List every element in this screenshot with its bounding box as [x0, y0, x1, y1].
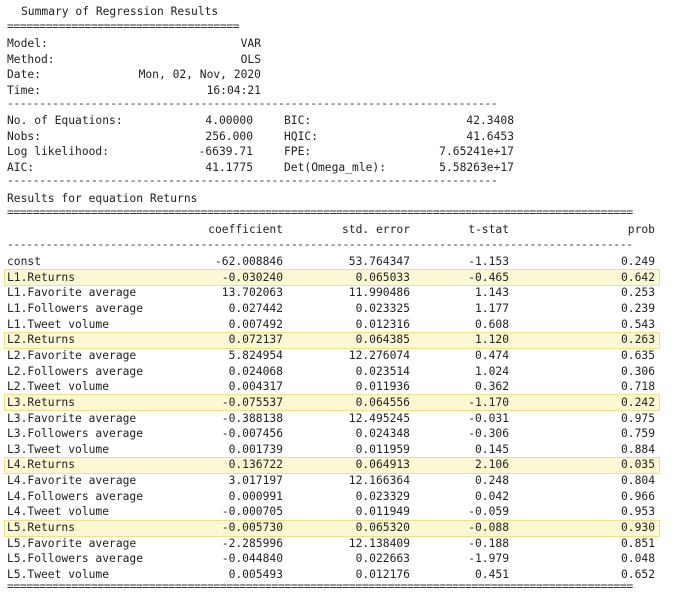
- stat-label: Nobs:: [7, 129, 42, 143]
- cell-se: 0.024348: [355, 427, 410, 441]
- row-highlight: [4, 269, 660, 286]
- cell-coef: 0.000991: [228, 489, 283, 503]
- header-value: Mon, 02, Nov, 2020: [138, 68, 261, 82]
- column-prob: prob: [627, 223, 655, 236]
- stat-value: -6639.71: [198, 145, 253, 159]
- cell-coef: 0.004317: [228, 380, 283, 394]
- cell-t: 0.362: [474, 380, 509, 394]
- row-label: L3.Favorite average: [7, 411, 137, 425]
- row-label: L4.Returns: [7, 458, 76, 472]
- cell-se: 12.166364: [348, 474, 410, 488]
- row-highlight: [4, 332, 660, 349]
- stat-value: 41.1775: [205, 160, 253, 174]
- cell-se: 0.011949: [355, 505, 410, 519]
- cell-se: 0.064385: [355, 333, 410, 347]
- cell-se: 12.276074: [348, 348, 410, 362]
- cell-se: 0.065033: [355, 270, 410, 284]
- cell-t: -0.088: [468, 521, 509, 535]
- stat-value: 42.3408: [466, 114, 514, 127]
- cell-t: 1.177: [474, 301, 509, 315]
- column-std-error: std. error: [341, 223, 410, 236]
- cell-se: 0.065320: [355, 521, 410, 535]
- cell-coef: -62.008846: [214, 255, 283, 268]
- cell-p: 0.884: [620, 442, 655, 456]
- table-bottom-rule: =================================================================================================: [7, 580, 633, 593]
- cell-p: 0.263: [620, 333, 655, 347]
- stats-separator: ----------------------------------------------------------------------------: [7, 174, 498, 187]
- stat-label: AIC:: [7, 160, 35, 174]
- row-label: L5.Favorite average: [7, 536, 137, 550]
- cell-p: 0.718: [620, 380, 655, 394]
- cell-p: 0.966: [620, 489, 655, 503]
- cell-p: 0.759: [620, 427, 655, 441]
- stat-label: Det(Omega_mle):: [284, 160, 387, 174]
- cell-p: 0.953: [620, 505, 655, 519]
- cell-coef: -0.007456: [221, 427, 283, 441]
- summary-title: Summary of Regression Results: [21, 5, 219, 18]
- cell-coef: 3.017197: [228, 474, 283, 488]
- row-label: L2.Tweet volume: [7, 380, 110, 394]
- table-header-rule: -------------------------------------------------------------------------------------------------: [7, 238, 633, 251]
- header-label: Method:: [7, 52, 55, 66]
- stat-label: HQIC:: [284, 129, 319, 143]
- cell-coef: 0.136722: [228, 458, 283, 472]
- cell-coef: 0.007492: [228, 317, 283, 331]
- cell-se: 12.138409: [348, 536, 410, 550]
- cell-p: 0.253: [620, 286, 655, 300]
- cell-se: 0.064556: [355, 395, 410, 409]
- row-label: L3.Followers average: [7, 427, 144, 441]
- row-label: L5.Tweet volume: [7, 568, 110, 581]
- cell-p: 0.975: [620, 411, 655, 425]
- cell-coef: -0.000705: [221, 505, 283, 519]
- cell-se: 0.011959: [355, 442, 410, 456]
- cell-p: 0.851: [620, 536, 655, 550]
- title-rule: ====================================: [7, 20, 240, 33]
- row-label: L4.Favorite average: [7, 474, 137, 488]
- cell-t: -0.188: [468, 536, 509, 550]
- cell-se: 0.012176: [355, 568, 410, 581]
- cell-se: 53.764347: [348, 255, 410, 268]
- row-highlight: [4, 457, 660, 474]
- stat-value: 4.00000: [205, 114, 253, 127]
- stat-value: 256.000: [205, 129, 253, 143]
- cell-t: 2.106: [474, 458, 509, 472]
- cell-se: 0.064913: [355, 458, 410, 472]
- row-highlight: [4, 394, 660, 411]
- row-label: L1.Favorite average: [7, 286, 137, 300]
- cell-coef: 0.072137: [228, 333, 283, 347]
- cell-coef: 5.824954: [228, 348, 283, 362]
- stat-label: Log likelihood:: [7, 145, 110, 159]
- cell-t: -0.059: [468, 505, 509, 519]
- table-top-rule: =================================================================================================: [7, 206, 633, 219]
- cell-t: -1.979: [468, 552, 509, 566]
- equation-title: Results for equation Returns: [7, 192, 198, 205]
- stat-value: 5.58263e+17: [439, 160, 514, 174]
- cell-se: 11.990486: [348, 286, 410, 300]
- cell-se: 12.495245: [348, 411, 410, 425]
- stat-value: 7.65241e+17: [439, 145, 514, 159]
- cell-p: 0.804: [620, 474, 655, 488]
- header-value: VAR: [240, 37, 261, 50]
- row-label: L1.Returns: [7, 270, 76, 284]
- cell-coef: -2.285996: [221, 536, 283, 550]
- header-value: 16:04:21: [206, 83, 261, 97]
- cell-p: 0.930: [620, 521, 655, 535]
- row-label: L1.Tweet volume: [7, 317, 110, 331]
- column-coefficient: coefficient: [208, 223, 283, 236]
- row-label: L4.Tweet volume: [7, 505, 110, 519]
- cell-t: 0.145: [474, 442, 509, 456]
- header-separator: ----------------------------------------------------------------------------: [7, 97, 498, 110]
- column-t-stat: t-stat: [468, 223, 509, 236]
- cell-coef: 0.001739: [228, 442, 283, 456]
- cell-t: 1.143: [474, 286, 509, 300]
- cell-se: 0.023325: [355, 301, 410, 315]
- cell-p: 0.543: [620, 317, 655, 331]
- cell-p: 0.642: [620, 270, 655, 284]
- cell-se: 0.011936: [355, 380, 410, 394]
- cell-coef: -0.005730: [221, 521, 283, 535]
- stat-label: FPE:: [284, 145, 312, 159]
- row-label: L3.Returns: [7, 395, 76, 409]
- cell-coef: 0.027442: [228, 301, 283, 315]
- stat-value: 41.6453: [466, 129, 514, 143]
- header-value: OLS: [240, 52, 261, 66]
- cell-coef: -0.388138: [221, 411, 283, 425]
- cell-p: 0.306: [620, 364, 655, 378]
- row-label: L2.Returns: [7, 333, 76, 347]
- cell-coef: -0.075537: [221, 395, 283, 409]
- row-label: L3.Tweet volume: [7, 442, 110, 456]
- cell-p: 0.652: [620, 568, 655, 581]
- cell-p: 0.048: [620, 552, 655, 566]
- row-label: L5.Followers average: [7, 552, 144, 566]
- cell-t: 1.024: [474, 364, 509, 378]
- cell-p: 0.239: [620, 301, 655, 315]
- row-highlight: [4, 520, 660, 537]
- cell-t: 0.451: [474, 568, 509, 581]
- header-label: Date:: [7, 68, 42, 82]
- cell-t: 0.474: [474, 348, 509, 362]
- header-label: Model:: [7, 37, 48, 50]
- cell-se: 0.023329: [355, 489, 410, 503]
- row-label: L2.Followers average: [7, 364, 144, 378]
- cell-t: -0.465: [468, 270, 509, 284]
- cell-t: -1.153: [468, 255, 509, 268]
- cell-coef: 0.005493: [228, 568, 283, 581]
- cell-t: 0.042: [474, 489, 509, 503]
- cell-t: -0.306: [468, 427, 509, 441]
- row-label: L2.Favorite average: [7, 348, 137, 362]
- row-label: L1.Followers average: [7, 301, 144, 315]
- stat-label: No. of Equations:: [7, 114, 123, 127]
- cell-p: 0.035: [620, 458, 655, 472]
- cell-t: 1.120: [474, 333, 509, 347]
- cell-se: 0.023514: [355, 364, 410, 378]
- header-label: Time:: [7, 83, 42, 97]
- cell-t: 0.608: [474, 317, 509, 331]
- cell-coef: -0.030240: [221, 270, 283, 284]
- cell-t: -0.031: [468, 411, 509, 425]
- cell-coef: -0.044840: [221, 552, 283, 566]
- cell-coef: 13.702063: [221, 286, 283, 300]
- cell-p: 0.249: [620, 255, 655, 268]
- stat-label: BIC:: [284, 114, 312, 127]
- cell-t: 0.248: [474, 474, 509, 488]
- cell-p: 0.242: [620, 395, 655, 409]
- cell-t: -1.170: [468, 395, 509, 409]
- cell-p: 0.635: [620, 348, 655, 362]
- cell-se: 0.022663: [355, 552, 410, 566]
- row-label: L4.Followers average: [7, 489, 144, 503]
- cell-se: 0.012316: [355, 317, 410, 331]
- row-label: L5.Returns: [7, 521, 76, 535]
- cell-coef: 0.024068: [228, 364, 283, 378]
- row-label: const: [7, 255, 42, 268]
